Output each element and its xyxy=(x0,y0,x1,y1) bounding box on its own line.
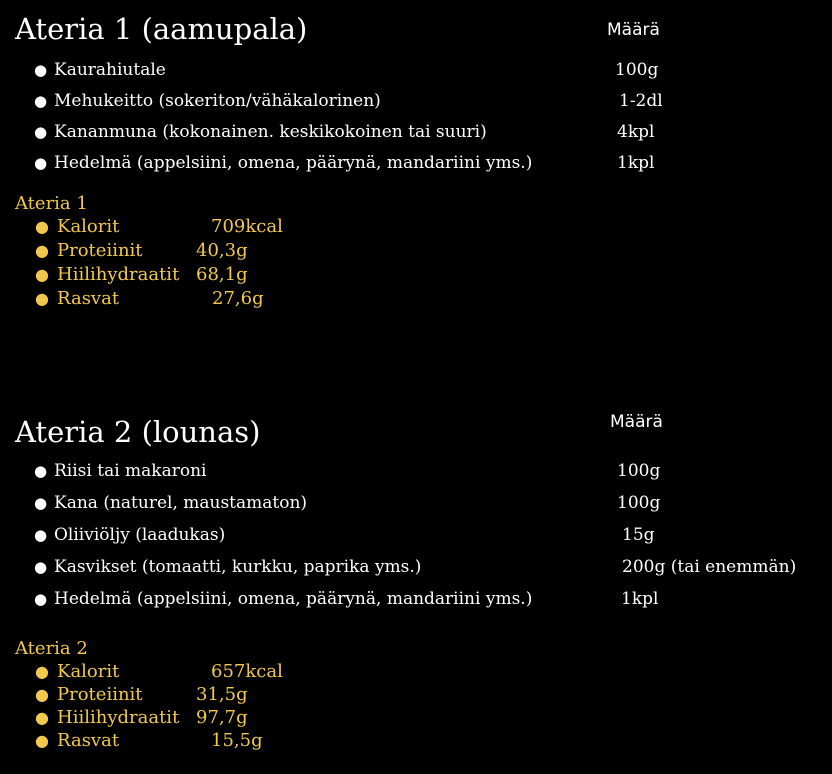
bullet-icon: ● xyxy=(35,685,49,704)
item-amount: 100g xyxy=(617,493,661,513)
bullet-icon: ● xyxy=(34,590,48,608)
bullet-icon: ● xyxy=(34,558,48,576)
bullet-icon: ● xyxy=(34,154,48,172)
summary-label: Hiilihydraatit xyxy=(57,264,180,285)
list-item xyxy=(0,57,832,83)
item-name: Oliiviöljy (laadukas) xyxy=(54,525,226,545)
summary-value: 68,1g xyxy=(196,264,248,285)
meal-1-quantity-header: Määrä xyxy=(607,20,660,40)
item-amount: 1kpl xyxy=(621,589,659,609)
item-name: Mehukeitto (sokeriton/vähäkalorinen) xyxy=(54,91,381,111)
list-item xyxy=(0,119,832,145)
list-item xyxy=(0,554,832,580)
bullet-icon: ● xyxy=(34,462,48,480)
list-item xyxy=(0,490,832,516)
item-name: Kananmuna (kokonainen. keskikokoinen tai suuri) xyxy=(54,122,487,142)
item-amount: 1kpl xyxy=(617,153,655,173)
summary-label: Kalorit xyxy=(57,661,120,682)
summary-label: Rasvat xyxy=(57,730,120,751)
item-name: Kana (naturel, maustamaton) xyxy=(54,493,308,513)
bullet-icon: ● xyxy=(34,494,48,512)
summary-label: Hiilihydraatit xyxy=(57,707,180,728)
bullet-icon: ● xyxy=(34,526,48,544)
summary-value: 40,3g xyxy=(196,240,248,261)
item-amount: 100g xyxy=(615,60,659,80)
list-item xyxy=(0,88,832,114)
bullet-icon: ● xyxy=(35,731,49,750)
list-item xyxy=(0,522,832,548)
bullet-icon: ● xyxy=(34,61,48,79)
summary-label: Proteiinit xyxy=(57,684,143,705)
meal-2-title: Ateria 2 (lounas) xyxy=(15,415,261,449)
summary-value: 97,7g xyxy=(196,707,248,728)
item-name: Kasvikset (tomaatti, kurkku, paprika yms.) xyxy=(54,557,422,577)
bullet-icon: ● xyxy=(35,217,49,236)
list-item xyxy=(0,150,832,176)
item-name: Riisi tai makaroni xyxy=(54,461,207,481)
bullet-icon: ● xyxy=(35,289,49,308)
summary-title: Ateria 1 xyxy=(15,193,88,214)
summary-value: 31,5g xyxy=(196,684,248,705)
item-amount: 100g xyxy=(617,461,661,481)
item-name: Hedelmä (appelsiini, omena, päärynä, mandariini yms.) xyxy=(54,589,533,609)
bullet-icon: ● xyxy=(34,92,48,110)
item-amount: 15g xyxy=(622,525,655,545)
bullet-icon: ● xyxy=(35,265,49,284)
summary-label: Proteiinit xyxy=(57,240,143,261)
item-amount: 1-2dl xyxy=(619,91,663,111)
list-item xyxy=(0,586,832,612)
summary-label: Rasvat xyxy=(57,288,120,309)
item-name: Hedelmä (appelsiini, omena, päärynä, mandariini yms.) xyxy=(54,153,533,173)
bullet-icon: ● xyxy=(35,241,49,260)
item-amount: 200g (tai enemmän) xyxy=(622,557,797,577)
summary-value: 657kcal xyxy=(211,661,283,682)
summary-title: Ateria 2 xyxy=(15,638,88,659)
meal-1-title: Ateria 1 (aamupala) xyxy=(15,12,308,46)
summary-value: 709kcal xyxy=(211,216,283,237)
bullet-icon: ● xyxy=(35,708,49,727)
summary-label: Kalorit xyxy=(57,216,120,237)
item-name: Kaurahiutale xyxy=(54,60,166,80)
summary-value: 27,6g xyxy=(212,288,264,309)
item-amount: 4kpl xyxy=(617,122,655,142)
bullet-icon: ● xyxy=(34,123,48,141)
summary-value: 15,5g xyxy=(211,730,263,751)
bullet-icon: ● xyxy=(35,662,49,681)
list-item xyxy=(0,458,832,484)
meal-2-quantity-header: Määrä xyxy=(610,412,663,432)
